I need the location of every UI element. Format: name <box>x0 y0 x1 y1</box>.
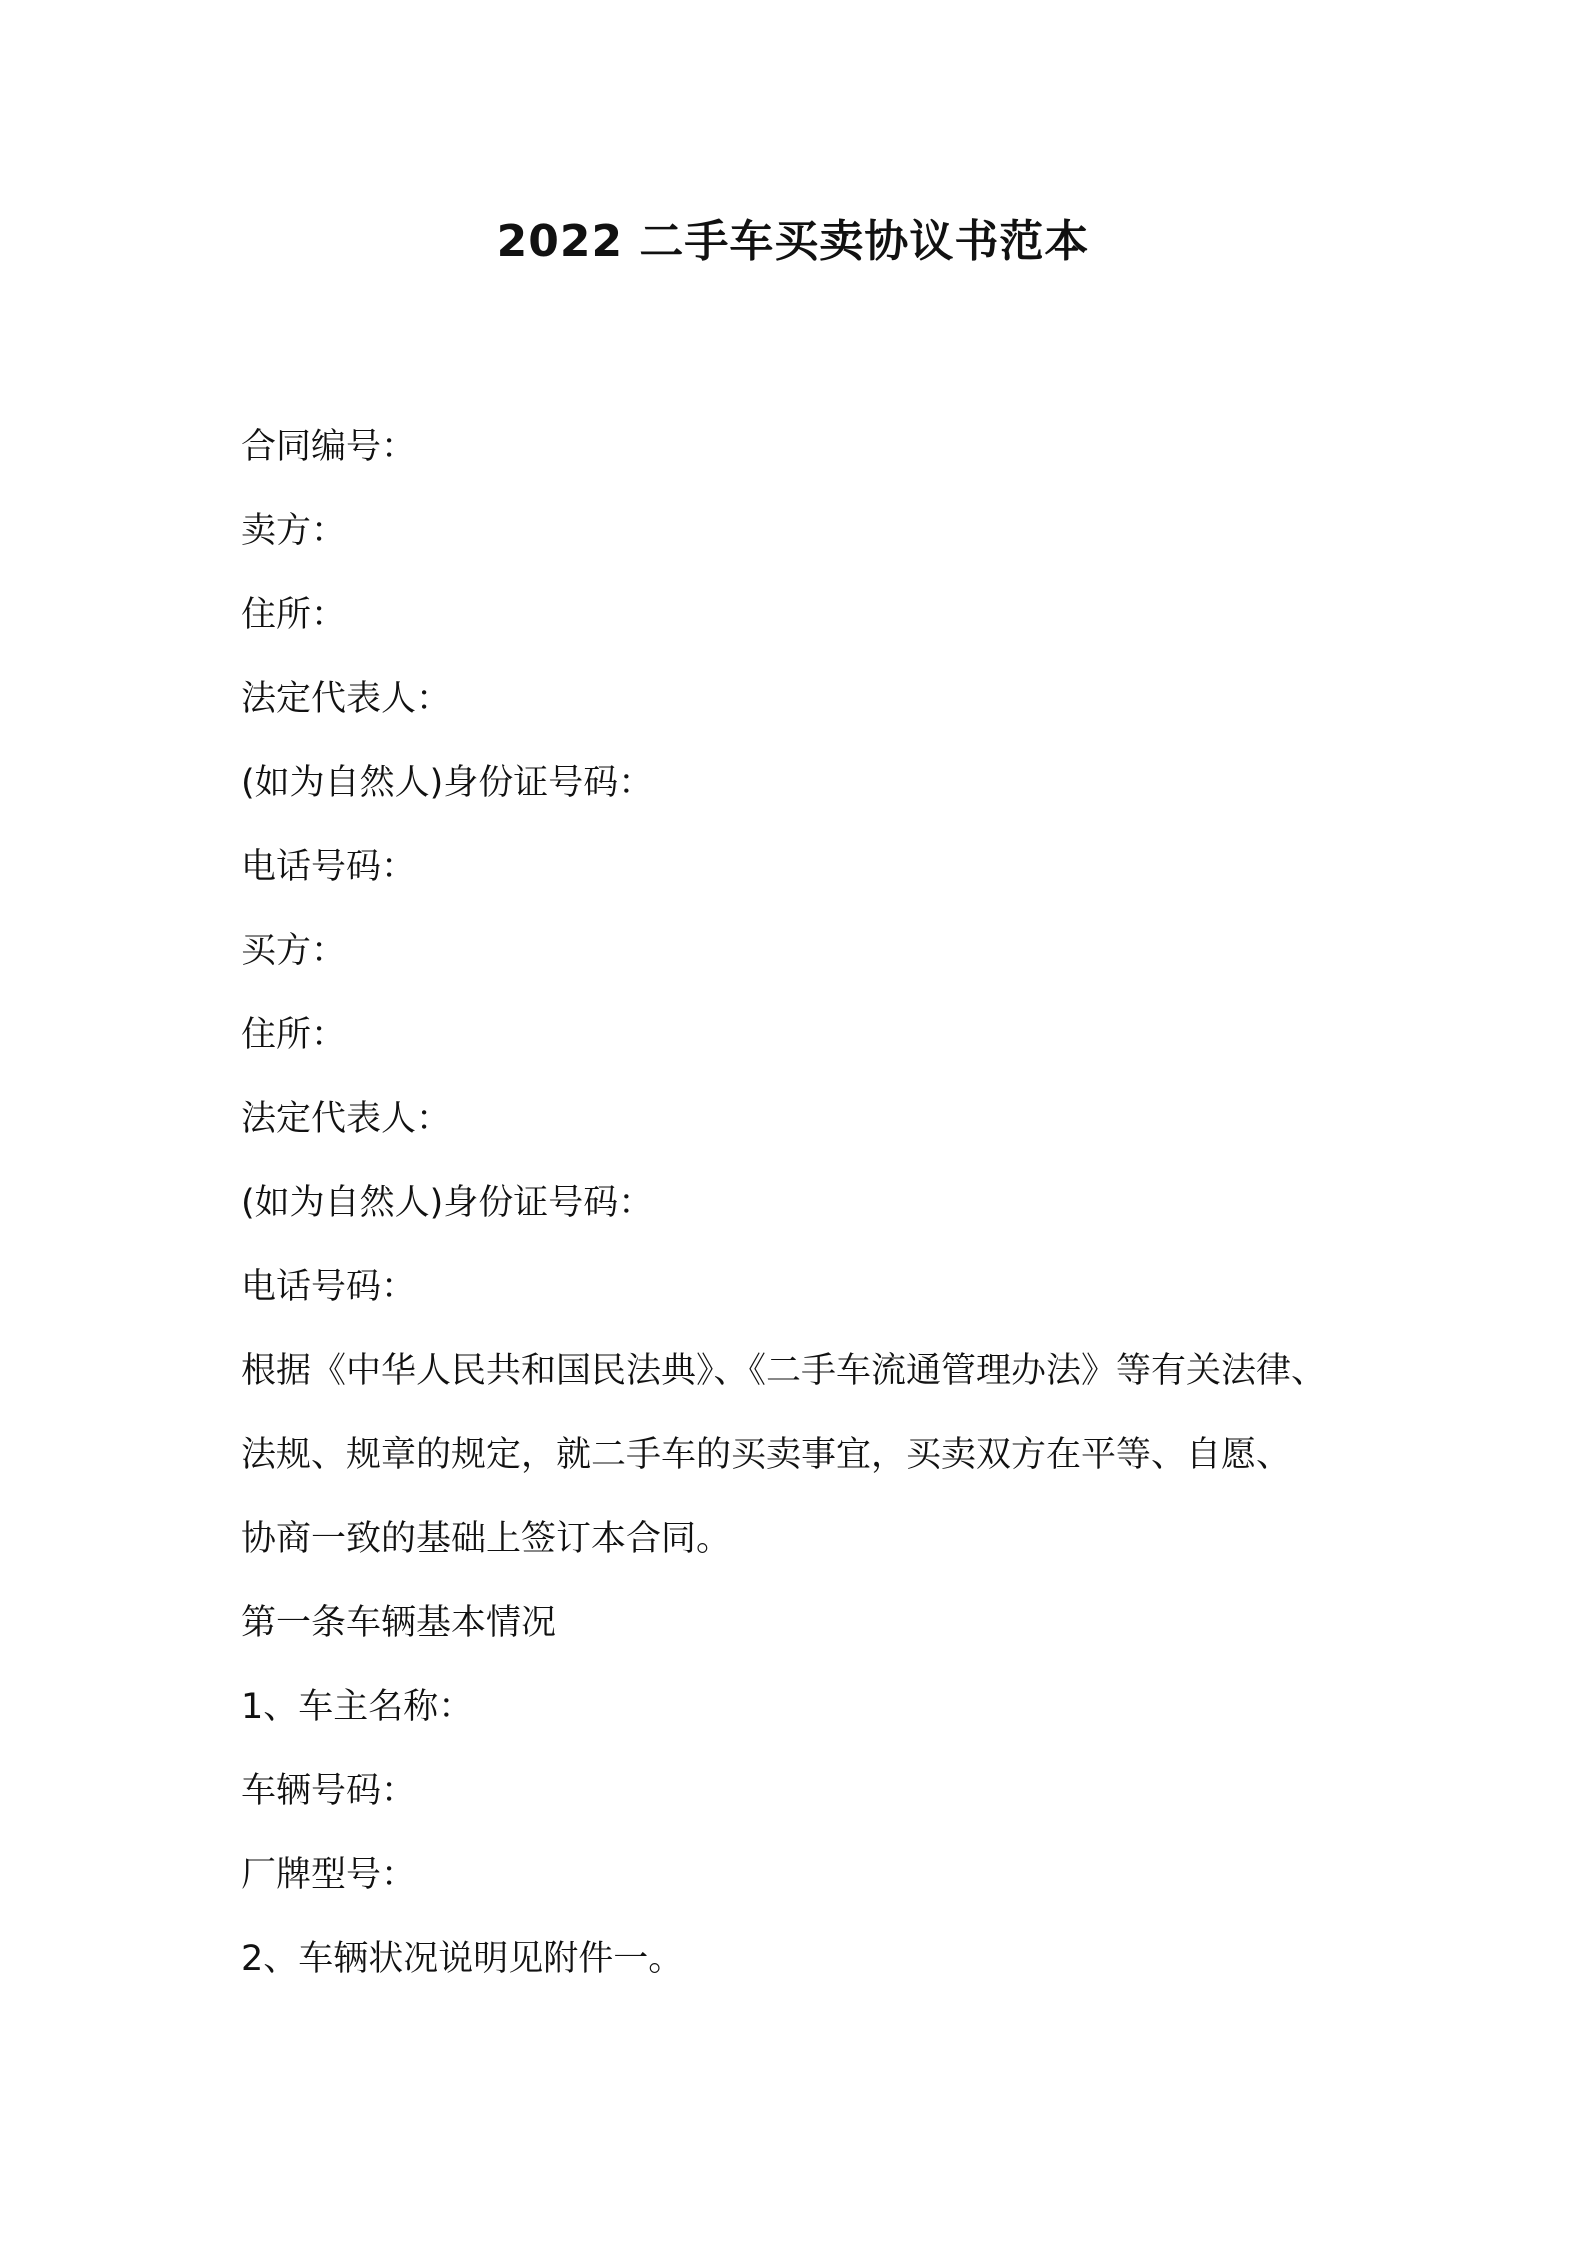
seller-legal-representative-field: 法定代表人： <box>241 679 452 719</box>
seller-address-field: 住所： <box>241 595 347 635</box>
vehicle-condition-note: 2、车辆状况说明见附件一。 <box>241 1939 684 1979</box>
preamble-line-2: 法规、规章的规定，就二手车的买卖事宜，买卖双方在平等、自愿、 <box>241 1435 1292 1475</box>
buyer-id-number-field: (如为自然人)身份证号码： <box>241 1183 654 1223</box>
document-title: 2022 二手车买卖协议书范本 <box>496 216 1090 267</box>
preamble-line-1: 根据《中华人民共和国民法典》、《二手车流通管理办法》等有关法律、 <box>241 1351 1327 1391</box>
vehicle-brand-model-field: 厂牌型号： <box>241 1855 417 1895</box>
buyer-address-field: 住所： <box>241 1015 347 1055</box>
article-1-heading: 第一条车辆基本情况 <box>241 1603 557 1643</box>
vehicle-plate-number-field: 车辆号码： <box>241 1771 417 1811</box>
contract-number-field: 合同编号： <box>241 427 417 467</box>
buyer-label: 买方： <box>241 931 347 971</box>
seller-phone-field: 电话号码： <box>241 847 417 887</box>
buyer-phone-field: 电话号码： <box>241 1267 417 1307</box>
document-body <box>241 405 1361 2001</box>
seller-id-number-field: (如为自然人)身份证号码： <box>241 763 654 803</box>
seller-label: 卖方： <box>241 511 347 551</box>
vehicle-owner-name-field: 1、车主名称： <box>241 1687 474 1727</box>
preamble-line-3: 协商一致的基础上签订本合同。 <box>241 1519 732 1559</box>
buyer-legal-representative-field: 法定代表人： <box>241 1099 452 1139</box>
